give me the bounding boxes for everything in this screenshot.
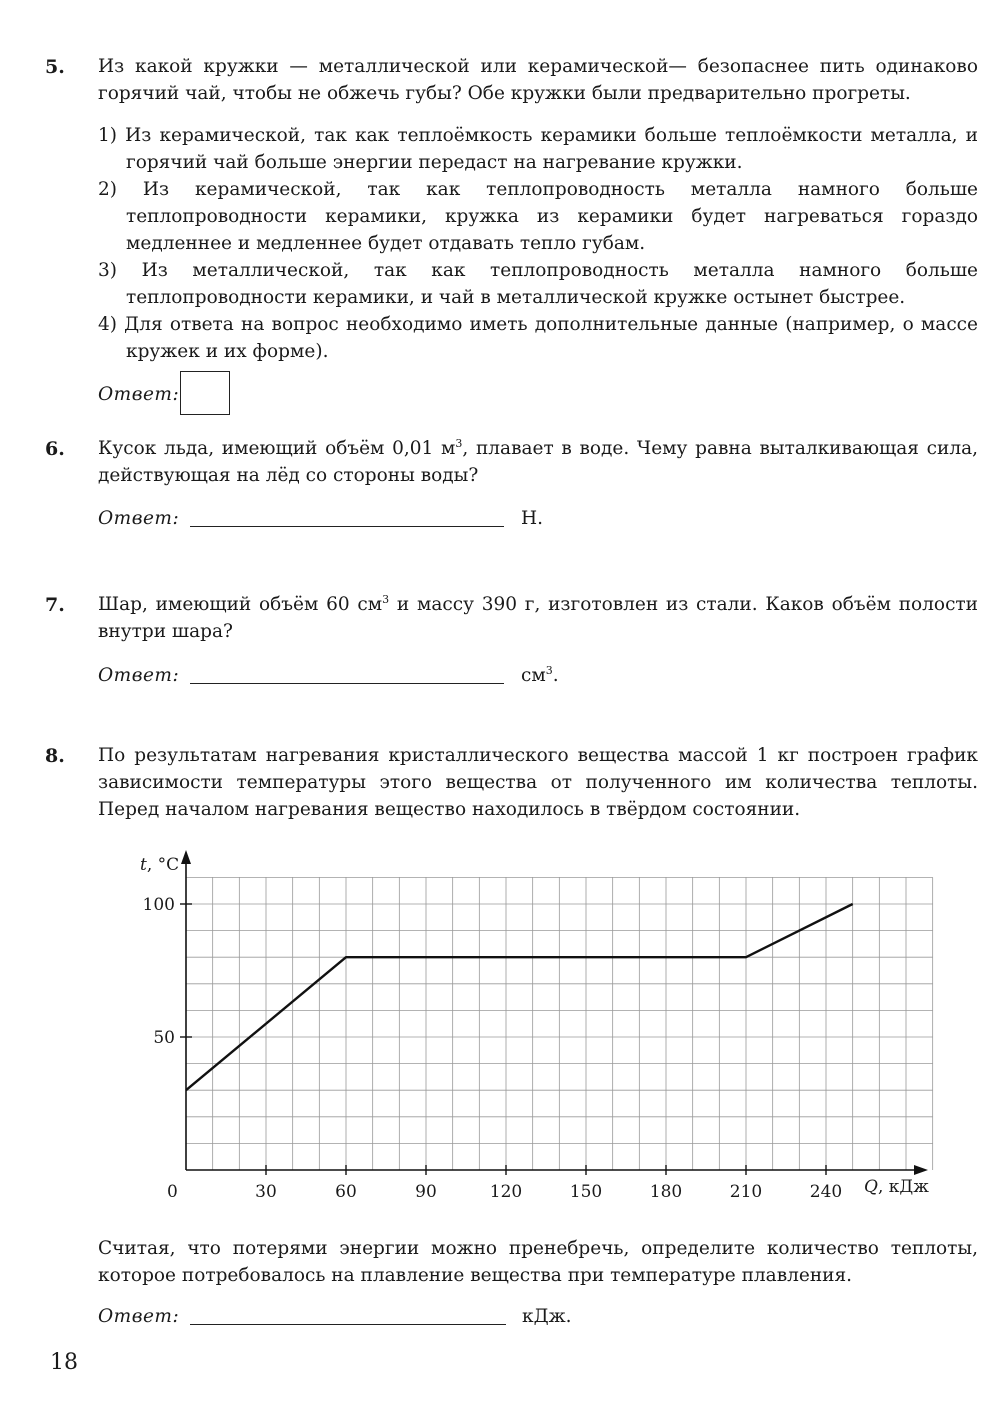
y-tick-label: 100 [142,895,175,915]
x-tick-label: 210 [729,1182,763,1202]
x-tick-label: 240 [809,1182,843,1202]
x-origin-label: 0 [167,1182,178,1202]
task-question: Кусок льда, имеющий объём 0,01 $м^3$, плавает в воде. Чему равна выталкивающая сила, действующая на лёд со стороны воды? [98,436,978,486]
y-axis-arrow [181,850,191,864]
series-line [186,904,853,1090]
answer-unit: Н. [521,508,544,529]
x-tick-label: 90 [415,1182,437,1202]
task-number: 5. [45,56,65,78]
task-number: 6. [45,438,65,460]
answer-unit: $см^3$. [521,663,559,686]
answer-line[interactable] [190,1324,506,1325]
y-axis-label: t, °C [140,855,180,875]
chart-series [186,904,853,1090]
x-tick-label: 150 [569,1182,603,1202]
option-2[interactable]: 2) Из керамической, так как теплопроводность металла намного больше теплопроводности керамики, кружка из керамики будет нагреваться гораздо медленнее и медленнее будет отдавать тепло губам. [98,179,978,254]
y-tick-label: 50 [153,1028,175,1048]
task-number: 7. [45,594,65,616]
chart-ticks [143,895,843,1202]
task-followup: Считая, что потерями энергии можно пренебречь, определите количество теплоты, которое потребовалось на плавление вещества при температуре плавления. [98,1238,978,1286]
answer-unit: кДж. [522,1306,572,1327]
option-3[interactable]: 3) Из металлической, так как теплопроводность металла намного больше теплопроводности керамики, и чай в металлической кружке остынет быстрее. [98,260,978,308]
answer-label: Ответ: [98,665,180,686]
answer-label: Ответ: [98,508,180,529]
option-1[interactable]: 1) Из керамической, так как теплоёмкость керамики больше теплоёмкости металла, и горячий чай больше энергии передаст на нагревание кружки. [98,125,978,173]
x-tick-label: 60 [335,1182,357,1202]
x-axis-label: Q, кДж [864,1177,929,1197]
task-number: 8. [45,745,65,767]
page-number: 18 [50,1350,78,1375]
x-tick-label: 30 [255,1182,277,1202]
answer-label: Ответ: [98,1306,180,1327]
answer-label: Ответ: [98,384,180,405]
x-axis-arrow [914,1165,928,1175]
task-question: Из какой кружки — металлической или керамической— безопаснее пить одинаково горячий чай, чтобы не обжечь губы? Обе кружки были предварительно прогреты. [98,56,978,104]
task-question: Шар, имеющий объём 60 $см^3$ и массу 390 г, изготовлен из стали. Каков объём полости внутри шара? [98,592,978,642]
x-tick-label: 120 [489,1182,523,1202]
option-4[interactable]: 4) Для ответа на вопрос необходимо иметь дополнительные данные (например, о массе кружек и их форме). [98,314,978,362]
task-question: По результатам нагревания кристаллического вещества массой 1 кг построен график зависимости температуры этого вещества от полученного им количества теплоты. Перед началом нагревания вещество находилось в твёрдом состоянии. [98,745,978,820]
x-tick-label: 180 [649,1182,683,1202]
